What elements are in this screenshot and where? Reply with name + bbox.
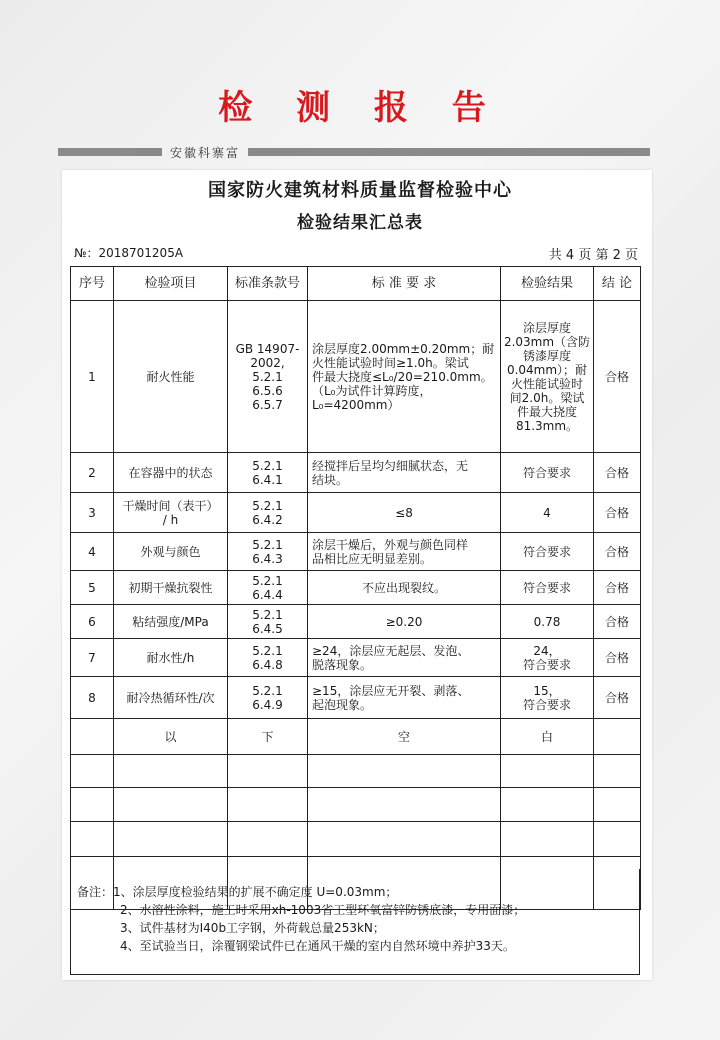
note-line-2: 2、水溶性涂料，施工时采用xh-1003省工型环氧富锌防锈底漆，专用面漆； [120,903,526,917]
requirement-line: 起泡现象。 [312,697,373,712]
row-requirement [308,301,501,453]
requirement-line: 涂层干燥后，外观与颜色同样 [312,537,469,552]
table-row [71,571,641,605]
header-no: 序号 [71,267,114,301]
empty-row [71,755,641,788]
table-header-row [71,267,641,301]
requirement-line: ≥24，涂层应无起层、发泡、 [312,643,470,658]
empty-cell [594,719,641,755]
row-clause [228,301,308,453]
row-no: 5 [71,571,114,605]
table-title: 检验结果汇总表 [297,213,423,233]
note-line-1 [77,883,639,901]
clause-line: 5.2.1 [252,458,283,473]
result-line: 2.03mm（含防 [503,334,591,349]
table-row [71,639,641,677]
organization-name: 国家防火建筑材料质量监督检验中心 [208,180,512,201]
row-clause [228,533,308,571]
header-result: 检验结果 [501,267,594,301]
notes-section [70,869,640,975]
page-info: 共 4 页 第 2 页 [548,248,638,263]
header-requirement: 标 准 要 求 [308,267,501,301]
row-item [114,493,228,533]
result-line: 火性能试验时 [510,376,583,391]
row-result [501,677,594,719]
clause-line: 2002, [250,355,285,370]
row-result: 0.78 [501,605,594,639]
row-item: 耐冷热循环性/次 [114,677,228,719]
empty-cell [228,788,308,822]
company-signature: 安徽科寨富 [169,146,240,160]
empty-row [71,788,641,822]
divider-bar-left [58,148,162,156]
empty-cell [71,822,114,857]
row-conclusion: 合格 [594,639,641,677]
row-result: 4 [501,493,594,533]
empty-cell [228,755,308,788]
row-no: 3 [71,493,114,533]
requirement-line: 脱落现象。 [312,657,373,672]
item-line: / h [162,512,179,527]
row-item: 耐火性能 [114,301,228,453]
clause-line: 5.2.1 [252,369,283,384]
empty-cell [501,755,594,788]
table-row [71,677,641,719]
empty-cell [594,755,641,788]
table-row [71,605,641,639]
row-requirement [308,453,501,493]
clause-line: 6.5.6 [252,383,283,398]
requirement-line: 品相比应无明显差别。 [312,551,433,566]
clause-line: 6.4.8 [252,657,283,672]
empty-cell [501,822,594,857]
note-text: 1、涂层厚度检验结果的扩展不确定度 U=0.03mm； [113,885,398,899]
blank-marker-row [71,719,641,755]
row-result [501,301,594,453]
clause-line: 6.4.4 [252,587,283,602]
result-line: 15， [533,683,561,698]
result-line: 间2.0h。梁试 [509,390,585,405]
row-conclusion: 合格 [594,453,641,493]
row-no: 6 [71,605,114,639]
row-requirement: ≥0.20 [308,605,501,639]
row-result [501,639,594,677]
row-clause [228,605,308,639]
row-no: 8 [71,677,114,719]
note-line-4: 4、至试验当日，涂覆钢梁试件已在通风干燥的室内自然环境中养护33天。 [120,939,515,953]
requirement-line: （L₀为试件计算跨度， [312,383,432,398]
requirement-line: 经搅拌后呈均匀细腻状态，无 [312,458,469,473]
empty-cell [71,719,114,755]
row-requirement [308,677,501,719]
row-conclusion: 合格 [594,301,641,453]
empty-cell [228,822,308,857]
clause-line: GB 14907- [235,341,300,356]
clause-line: 5.2.1 [252,498,283,513]
row-result: 符合要求 [501,453,594,493]
item-line: 干燥时间（表干） [122,498,219,513]
clause-line: 6.4.5 [252,621,283,636]
empty-cell [501,788,594,822]
row-item: 外观与颜色 [114,533,228,571]
result-line: 24， [533,643,561,658]
row-result: 符合要求 [501,533,594,571]
blank-marker: 白 [501,719,594,755]
row-requirement [308,639,501,677]
row-clause [228,493,308,533]
empty-row [71,822,641,857]
row-conclusion: 合格 [594,533,641,571]
requirement-line: 件最大挠度≤L₀/20=210.0mm。 [312,369,493,384]
requirement-line: 结块。 [312,472,349,487]
row-no: 7 [71,639,114,677]
empty-cell [308,788,501,822]
empty-cell [308,822,501,857]
empty-cell [308,755,501,788]
requirement-line: L₀=4200mm） [312,397,400,412]
report-number: №：2018701205A [74,246,184,260]
note-line-3: 3、试件基材为I40b工字钢，外荷载总量253kN； [120,921,385,935]
clause-line: 5.2.1 [252,683,283,698]
row-conclusion: 合格 [594,493,641,533]
empty-cell [114,822,228,857]
blank-marker: 空 [308,719,501,755]
row-no: 2 [71,453,114,493]
row-clause [228,639,308,677]
table-row [71,301,641,453]
clause-line: 6.4.3 [252,551,283,566]
empty-cell [71,755,114,788]
clause-line: 6.4.9 [252,697,283,712]
empty-cell [114,755,228,788]
empty-cell [114,788,228,822]
blank-marker: 以 [114,719,228,755]
empty-cell [594,822,641,857]
report-title: 检 测 报 告 [218,88,502,128]
header-conclusion: 结 论 [594,267,641,301]
requirement-line: ≥15，涂层应无开裂、剥落、 [312,683,470,698]
clause-line: 6.4.2 [252,512,283,527]
clause-line: 5.2.1 [252,607,283,622]
row-item: 初期干燥抗裂性 [114,571,228,605]
row-item: 粘结强度/MPa [114,605,228,639]
result-line: 涂层厚度 [522,320,571,335]
requirement-line: 涂层厚度2.00mm±0.20mm；耐 [312,341,495,356]
empty-cell [71,788,114,822]
row-no: 1 [71,301,114,453]
clause-line: 6.4.1 [252,472,283,487]
row-clause [228,453,308,493]
row-conclusion: 合格 [594,571,641,605]
row-requirement [308,533,501,571]
row-no: 4 [71,533,114,571]
blank-marker: 下 [228,719,308,755]
requirement-line: 火性能试验时间≥1.0h。梁试 [312,355,469,370]
clause-line: 5.2.1 [252,573,283,588]
results-table [70,266,641,910]
table-row [71,493,641,533]
empty-cell [594,788,641,822]
divider-bar-right [248,148,650,156]
header-clause: 标准条款号 [228,267,308,301]
row-item: 在容器中的状态 [114,453,228,493]
header-item: 检验项目 [114,267,228,301]
row-requirement: ≤8 [308,493,501,533]
notes-label: 备注： [77,885,114,899]
row-clause [228,571,308,605]
row-result: 符合要求 [501,571,594,605]
clause-line: 5.2.1 [252,537,283,552]
result-line: 符合要求 [522,697,571,712]
clause-line: 5.2.1 [252,643,283,658]
table-row [71,533,641,571]
result-line: 锈漆厚度 [522,348,571,363]
result-line: 81.3mm。 [515,418,579,433]
row-clause [228,677,308,719]
table-row [71,453,641,493]
row-conclusion: 合格 [594,605,641,639]
result-line: 0.04mm）；耐 [506,362,588,377]
result-line: 符合要求 [522,657,571,672]
row-requirement: 不应出现裂纹。 [308,571,501,605]
row-conclusion: 合格 [594,677,641,719]
row-item: 耐水性/h [114,639,228,677]
clause-line: 6.5.7 [252,397,283,412]
result-line: 件最大挠度 [516,404,577,419]
